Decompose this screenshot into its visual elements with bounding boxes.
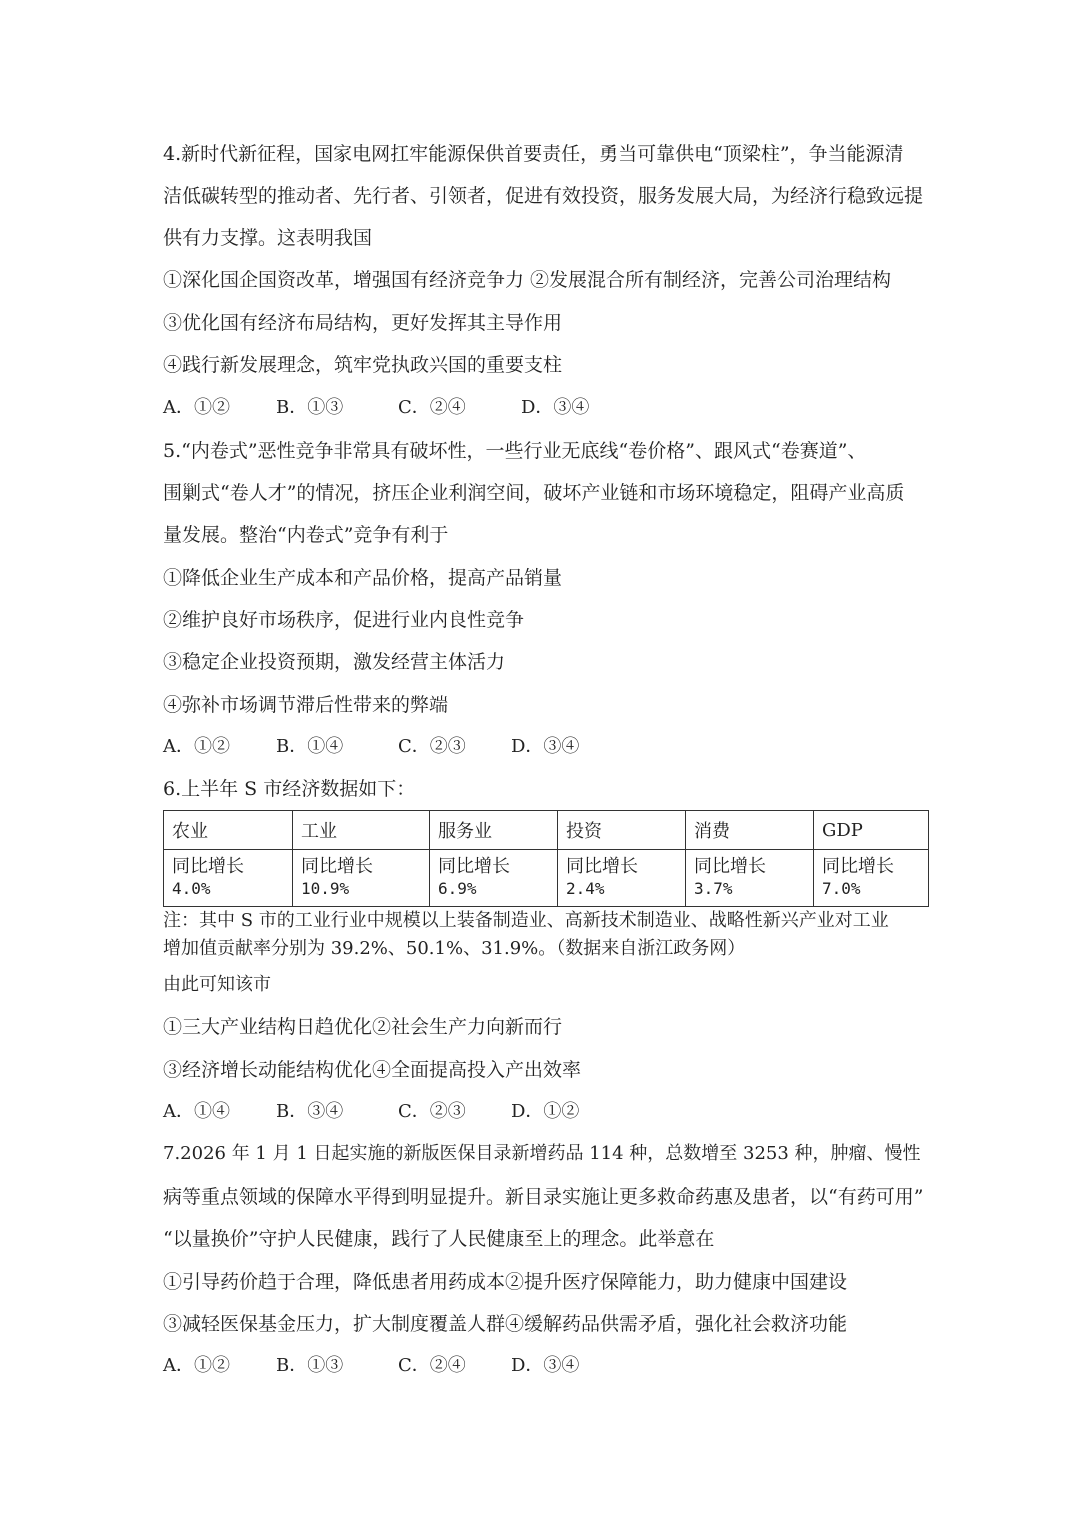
q4-option-a: A．①② (163, 397, 230, 418)
value-cell-gdp (814, 850, 929, 907)
q4-line-3: 供有力支撑。这表明我国 (163, 227, 373, 249)
q5-option-b: B．①④ (276, 736, 344, 757)
q4-choice-line-3: ④践行新发展理念，筑牢党执政兴国的重要支柱 (163, 354, 563, 376)
growth-value: 2.4% (566, 879, 605, 898)
q4-choice-line-1: ①深化国企国资改革，增强国有经济竞争力 ②发展混合所有制经济，完善公司治理结构 (163, 269, 892, 291)
header-cell-consumption: 消费 (686, 811, 814, 850)
q4-choice-line-2: ③优化国有经济布局结构，更好发挥其主导作用 (163, 312, 563, 334)
q5-option-d: D．③④ (511, 736, 580, 757)
q6-option-d: D．①② (511, 1101, 580, 1122)
value-cell-consumption (686, 850, 814, 907)
q7-choice-line-1: ①引导药价趋于合理，降低患者用药成本②提升医疗保障能力，助力健康中国建设 (163, 1271, 848, 1293)
q7-line-2: 病等重点领域的保障水平得到明显提升。新目录实施让更多救命药惠及患者，以“有药可用” (163, 1186, 924, 1208)
q7-line-1: 7.2026 年 1 月 1 日起实施的新版医保目录新增药品 114 种，总数增至 3253 种，肿瘤、慢性 (163, 1143, 921, 1164)
growth-value: 10.9% (301, 879, 350, 898)
growth-label: 同比增长 (566, 856, 638, 877)
growth-value: 3.7% (694, 879, 733, 898)
q5-choice-line-1: ①降低企业生产成本和产品价格，提高产品销量 (163, 567, 563, 589)
growth-label: 同比增长 (438, 856, 510, 877)
q6-option-a: A．①④ (163, 1101, 230, 1122)
header-cell-industry: 工业 (293, 811, 430, 850)
economic-data-table (163, 810, 929, 907)
q6-question-stem: 由此可知该市 (163, 974, 271, 995)
q5-choice-line-4: ④弥补市场调节滞后性带来的弊端 (163, 694, 449, 716)
q7-line-3: “以量换价”守护人民健康，践行了人民健康至上的理念。此举意在 (163, 1228, 715, 1250)
q6-note-line-1: 注：其中 S 市的工业行业中规模以上装备制造业、高新技术制造业、战略性新兴产业对工业 (163, 910, 889, 931)
q4-line-1: 4.新时代新征程，国家电网扛牢能源保供首要责任，勇当可靠供电“顶梁柱”，争当能源清 (163, 143, 904, 165)
q6-option-b: B．③④ (276, 1101, 344, 1122)
value-cell-services (430, 850, 558, 907)
q6-note-line-2: 增加值贡献率分别为 39.2%、50.1%、31.9%。（数据来自浙江政务网） (163, 938, 746, 959)
growth-value: 4.0% (172, 879, 211, 898)
value-cell-industry (293, 850, 430, 907)
q4-option-b: B．①③ (276, 397, 344, 418)
q7-option-d: D．③④ (511, 1355, 580, 1376)
q4-option-d: D．③④ (521, 397, 590, 418)
q6-option-c: C．②③ (398, 1101, 466, 1122)
q5-option-c: C．②③ (398, 736, 466, 757)
q6-choice-line-2: ③经济增长动能结构优化④全面提高投入产出效率 (163, 1059, 582, 1081)
growth-label: 同比增长 (822, 856, 894, 877)
q7-choice-line-2: ③减轻医保基金压力，扩大制度覆盖人群④缓解药品供需矛盾，强化社会救济功能 (163, 1313, 848, 1335)
q5-choice-line-3: ③稳定企业投资预期，激发经营主体活力 (163, 651, 506, 673)
value-cell-investment (558, 850, 686, 907)
value-cell-agriculture (164, 850, 293, 907)
table-header-row (164, 811, 929, 850)
q5-option-a: A．①② (163, 736, 230, 757)
header-cell-agriculture: 农业 (164, 811, 293, 850)
header-cell-investment: 投资 (558, 811, 686, 850)
q7-option-c: C．②④ (398, 1355, 466, 1376)
q7-option-a: A．①② (163, 1355, 230, 1376)
q5-line-3: 量发展。整治“内卷式”竞争有利于 (163, 524, 449, 546)
header-cell-services: 服务业 (430, 811, 558, 850)
q4-option-c: C．②④ (398, 397, 466, 418)
q4-line-2: 洁低碳转型的推动者、先行者、引领者，促进有效投资，服务发展大局，为经济行稳致远提 (163, 185, 924, 207)
q6-intro: 6.上半年 S 市经济数据如下： (163, 778, 416, 800)
q5-line-2: 围剿式“卷人才”的情况，挤压企业利润空间，破坏产业链和市场环境稳定，阻碍产业高质 (163, 482, 905, 504)
table-row (164, 850, 929, 907)
q7-option-b: B．①③ (276, 1355, 344, 1376)
growth-label: 同比增长 (301, 856, 373, 877)
header-cell-gdp: GDP (814, 811, 929, 850)
growth-value: 7.0% (822, 879, 861, 898)
q5-choice-line-2: ②维护良好市场秩序，促进行业内良性竞争 (163, 609, 525, 631)
q6-choice-line-1: ①三大产业结构日趋优化②社会生产力向新而行 (163, 1016, 563, 1038)
growth-label: 同比增长 (172, 856, 244, 877)
q5-line-1: 5.“内卷式”恶性竞争非常具有破坏性，一些行业无底线“卷价格”、跟风式“卷赛道”、 (163, 440, 867, 462)
growth-value: 6.9% (438, 879, 477, 898)
growth-label: 同比增长 (694, 856, 766, 877)
